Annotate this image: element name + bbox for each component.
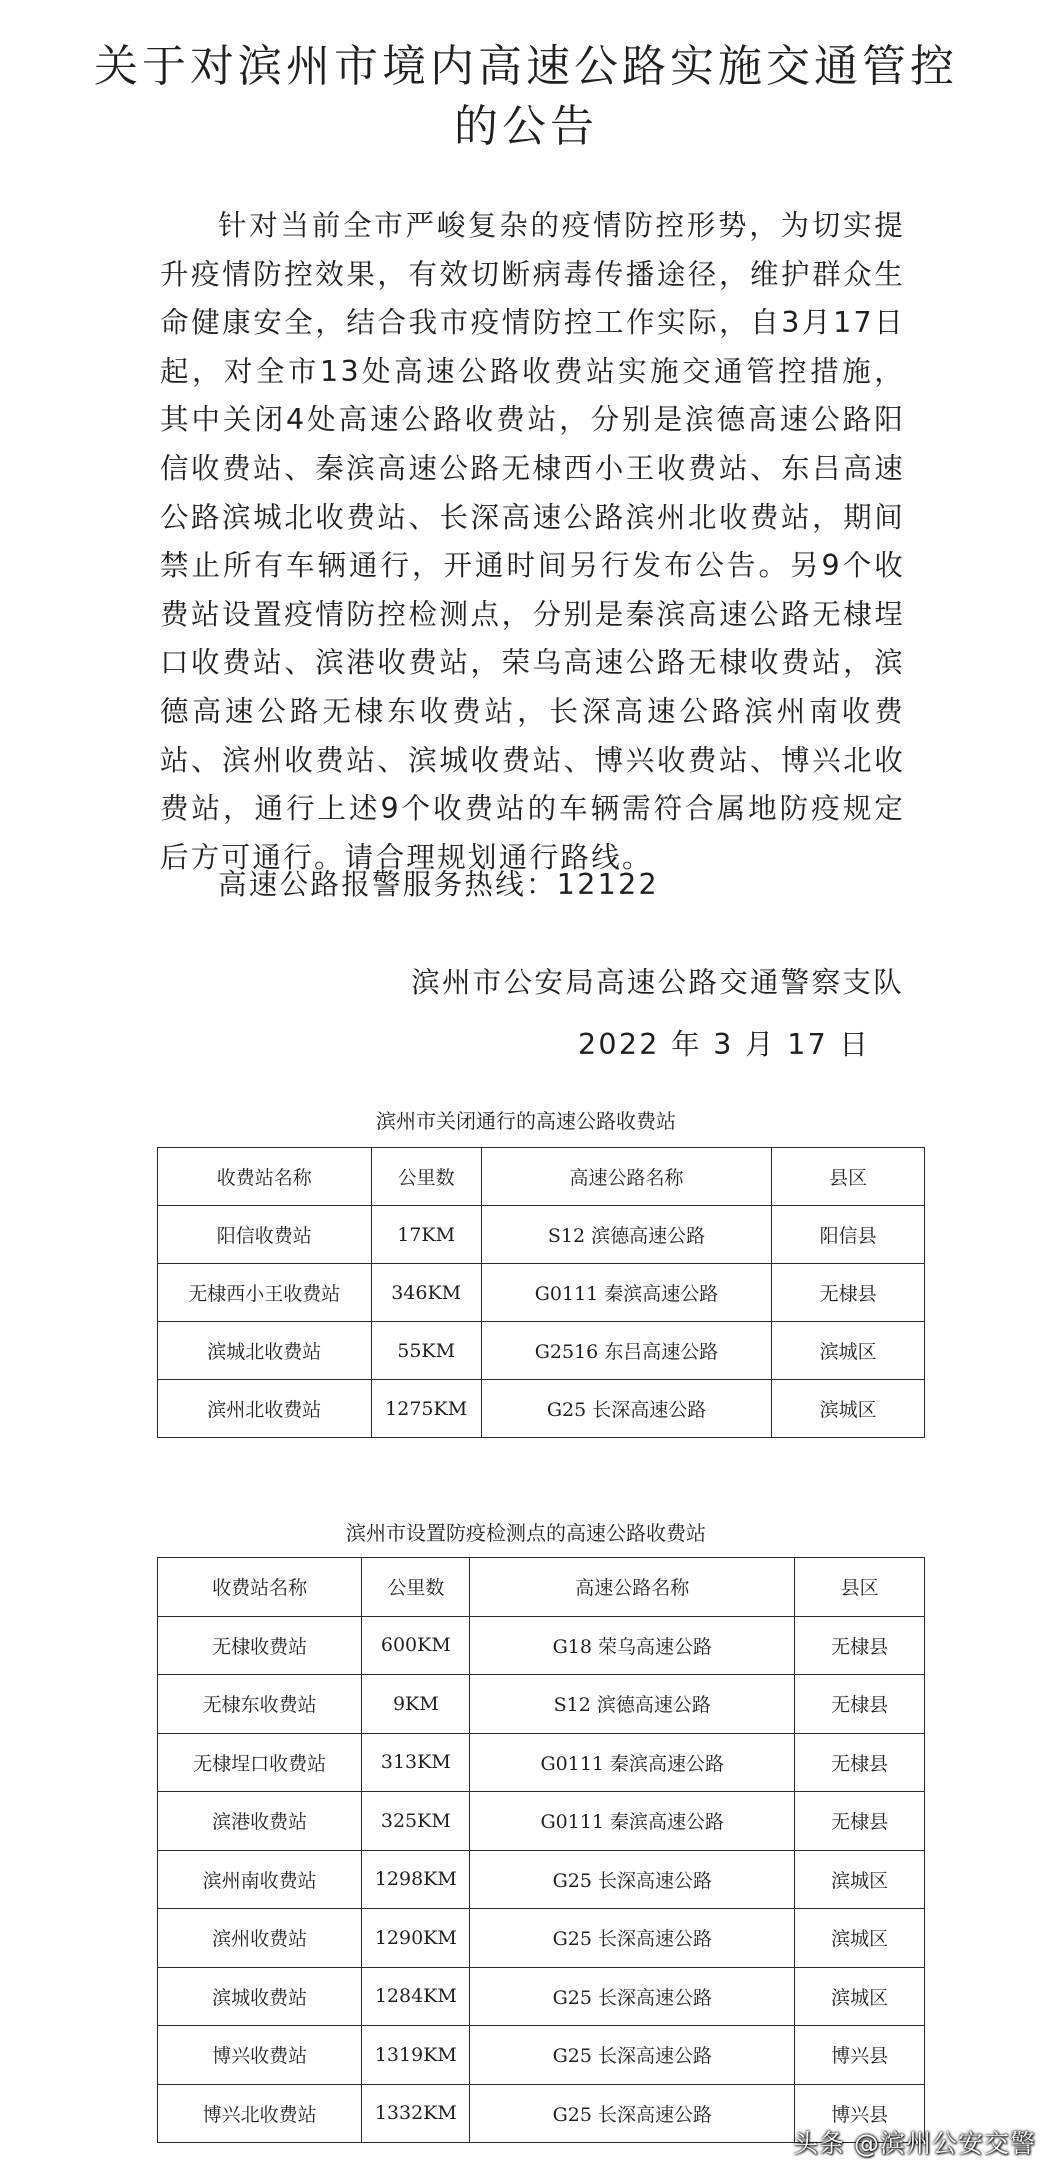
table-row: [158, 1850, 925, 1909]
table-cell: S12 滨德高速公路: [481, 1206, 771, 1264]
table-cell: G0111 秦滨高速公路: [470, 1733, 795, 1792]
table-row: [158, 1733, 925, 1792]
table-cell: 无棣西小王收费站: [158, 1264, 372, 1322]
source-watermark: 头条 @滨州公安交警: [793, 2129, 1036, 2158]
table-row: [158, 1967, 925, 2026]
table-cell: 9KM: [362, 1675, 470, 1734]
table-cell: 滨城区: [772, 1322, 925, 1380]
table-cell: G25 长深高速公路: [470, 1909, 795, 1968]
page-title-line1: 关于对滨州市境内高速公路实施交通管控: [94, 41, 958, 92]
table-cell: G25 长深高速公路: [470, 1967, 795, 2026]
table-row: [158, 1909, 925, 1968]
table-cell: 无棣收费站: [158, 1616, 362, 1675]
table-row: [158, 1675, 925, 1734]
table-cell: 博兴收费站: [158, 2026, 362, 2085]
checkpoint-table-caption: 滨州市设置防疫检测点的高速公路收费站: [346, 1521, 706, 1545]
table-header-row: [158, 1558, 925, 1617]
table-cell: 1290KM: [362, 1909, 470, 1968]
hotline-text: 高速公路报警服务热线：12122: [218, 868, 659, 901]
table-row: [158, 1264, 925, 1322]
table-row: [158, 2026, 925, 2085]
table-cell: G18 荣乌高速公路: [470, 1616, 795, 1675]
table-cell: G2516 东吕高速公路: [481, 1322, 771, 1380]
table-cell: G25 长深高速公路: [470, 2026, 795, 2085]
table-cell: 博兴县: [795, 2026, 925, 2085]
closed-table-caption: 滨州市关闭通行的高速公路收费站: [376, 1109, 676, 1133]
table-cell: 博兴县: [795, 2084, 925, 2143]
signature-date: 2022 年 3 月 17 日: [578, 1028, 871, 1061]
table-cell: 55KM: [371, 1322, 481, 1380]
table-cell: 滨州北收费站: [158, 1380, 372, 1438]
closed-stations-table: [157, 1147, 925, 1438]
table-cell: 17KM: [371, 1206, 481, 1264]
table-cell: 滨城区: [795, 1967, 925, 2026]
table-cell: 阳信县: [772, 1206, 925, 1264]
table-cell: 滨州南收费站: [158, 1850, 362, 1909]
table-cell: 无棣县: [795, 1675, 925, 1734]
table-header-cell: 公里数: [371, 1148, 481, 1206]
table-cell: S12 滨德高速公路: [470, 1675, 795, 1734]
table-cell: 无棣县: [795, 1792, 925, 1851]
table-cell: 博兴北收费站: [158, 2084, 362, 2143]
checkpoint-table-body: [158, 1558, 925, 2143]
table-cell: 阳信收费站: [158, 1206, 372, 1264]
table-cell: 无棣县: [772, 1264, 925, 1322]
table-row: [158, 1380, 925, 1438]
table-cell: 600KM: [362, 1616, 470, 1675]
table-cell: 滨城北收费站: [158, 1322, 372, 1380]
table-cell: 无棣东收费站: [158, 1675, 362, 1734]
table-cell: G0111 秦滨高速公路: [481, 1264, 771, 1322]
page-title-line2: 的公告: [454, 101, 598, 152]
table-cell: 1284KM: [362, 1967, 470, 2026]
table-header-cell: 县区: [795, 1558, 925, 1617]
table-cell: 346KM: [371, 1264, 481, 1322]
table-header-cell: 公里数: [362, 1558, 470, 1617]
table-row: [158, 1322, 925, 1380]
table-row: [158, 1792, 925, 1851]
table-cell: 滨城区: [795, 1909, 925, 1968]
table-cell: 滨港收费站: [158, 1792, 362, 1851]
table-cell: 滨城收费站: [158, 1967, 362, 2026]
table-cell: 无棣埕口收费站: [158, 1733, 362, 1792]
checkpoint-stations-table: [157, 1557, 925, 2143]
table-cell: 滨城区: [772, 1380, 925, 1438]
table-header-cell: 收费站名称: [158, 1558, 362, 1617]
table-cell: 313KM: [362, 1733, 470, 1792]
table-row: [158, 1616, 925, 1675]
table-cell: 1275KM: [371, 1380, 481, 1438]
table-cell: G25 长深高速公路: [470, 1850, 795, 1909]
closed-table-body: [158, 1148, 925, 1438]
table-header-row: [158, 1148, 925, 1206]
table-cell: 无棣县: [795, 1733, 925, 1792]
table-cell: 1319KM: [362, 2026, 470, 2085]
table-cell: 滨州收费站: [158, 1909, 362, 1968]
table-header-cell: 高速公路名称: [470, 1558, 795, 1617]
table-header-cell: 收费站名称: [158, 1148, 372, 1206]
signature-org: 滨州市公安局高速公路交通警察支队: [411, 966, 904, 999]
table-cell: 1298KM: [362, 1850, 470, 1909]
table-row: [158, 1206, 925, 1264]
table-cell: G0111 秦滨高速公路: [470, 1792, 795, 1851]
table-cell: 325KM: [362, 1792, 470, 1851]
announcement-body: 针对当前全市严峻复杂的疫情防控形势，为切实提升疫情防控效果，有效切断病毒传播途径，维护群众生命健康安全，结合我市疫情防控工作实际，自3月17日起，对全市13处高速公路收费站实施交通管控措施，其中关闭4处高速公路收费站，分别是滨德高速公路阳信收费站、秦滨高速公路无棣西小王收费站、东吕高速公路滨城北收费站、长深高速公路滨州北收费站，期间禁止所有车辆通行，开通时间另行发布公告。另9个收费站设置疫情防控检测点，分别是秦滨高速公路无棣埕口收费站、滨港收费站，荣乌高速公路无棣收费站，滨德高速公路无棣东收费站，长深高速公路滨州南收费站、滨州收费站、滨城收费站、博兴收费站、博兴北收费站，通行上述9个收费站的车辆需符合属地防疫规定后方可通行。请合理规划通行路线。: [160, 209, 905, 874]
table-header-cell: 县区: [772, 1148, 925, 1206]
table-cell: 滨城区: [795, 1850, 925, 1909]
table-cell: G25 长深高速公路: [481, 1380, 771, 1438]
table-cell: 无棣县: [795, 1616, 925, 1675]
table-cell: G25 长深高速公路: [470, 2084, 795, 2143]
table-header-cell: 高速公路名称: [481, 1148, 771, 1206]
table-cell: 1332KM: [362, 2084, 470, 2143]
